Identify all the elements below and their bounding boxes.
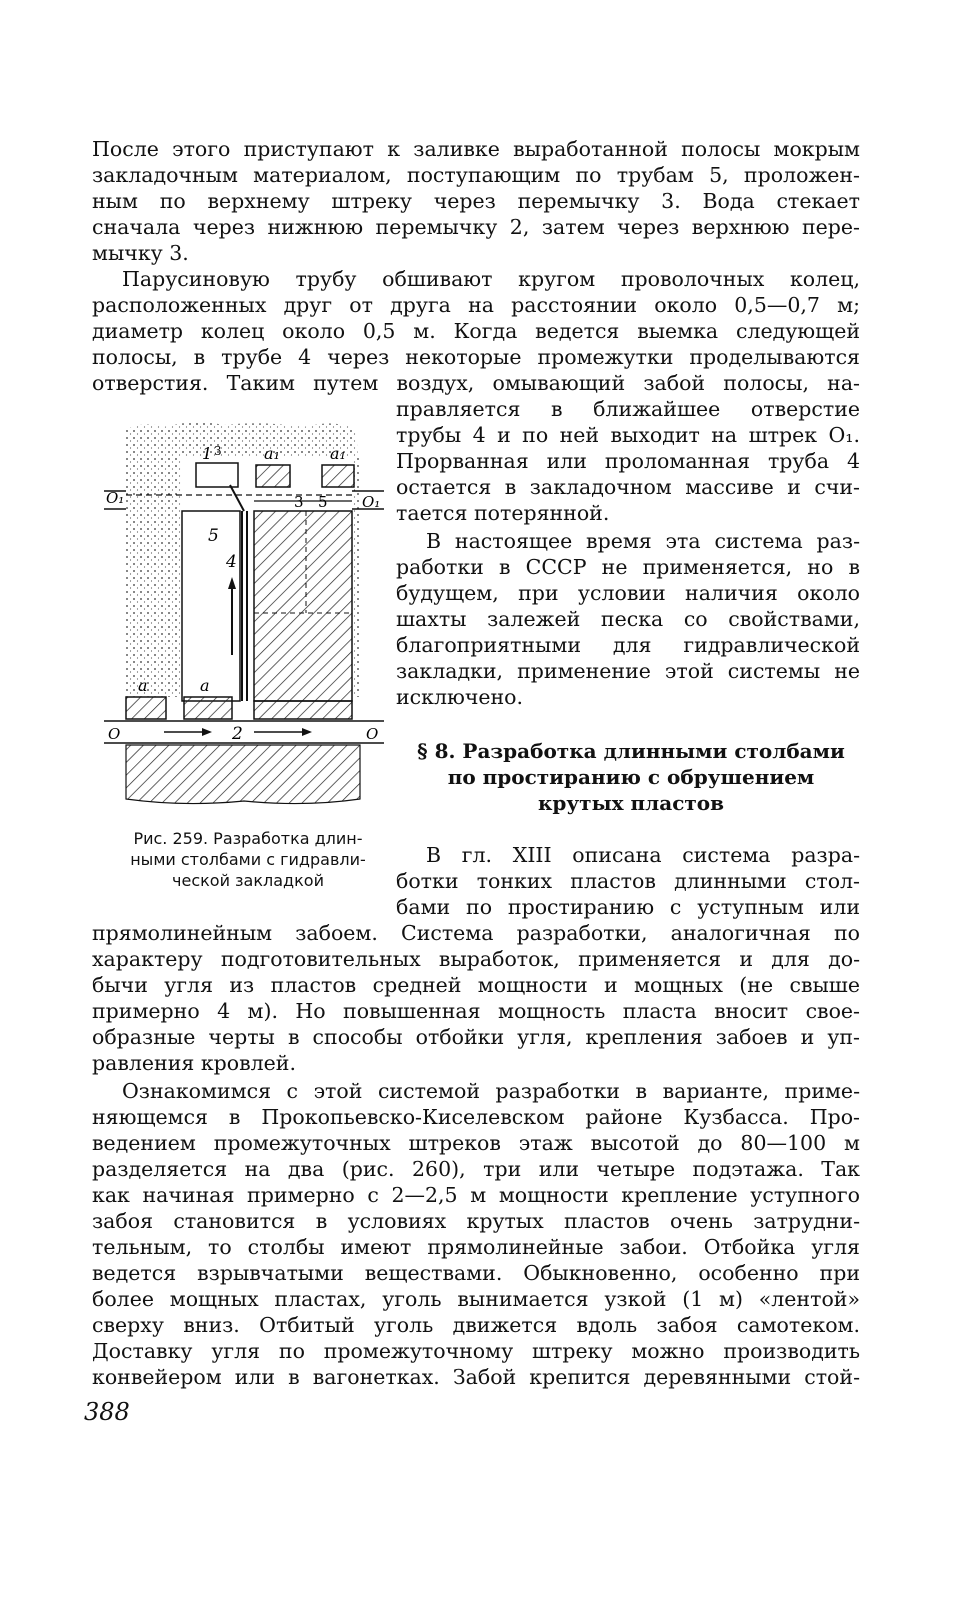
text-line: трубы 4 и по ней выходит на штрек O₁. [396,423,860,447]
text-line: ведением промежуточных штреков этаж высотой до 80—100 м [92,1131,860,1155]
text-line: закладки, применение этой системы не [396,659,860,683]
caption-line: ческой закладкой [172,871,324,890]
label-5-mid: 5 [318,493,328,511]
text-line: забоя становится в условиях крутых пластов очень затрудни- [92,1209,860,1233]
backfilled-area [254,511,352,701]
text-line: Ознакомимся с этой системой разработки в варианте, приме- [122,1079,860,1103]
label-a: a [138,676,148,695]
label-5: 5 [208,526,219,546]
text-line: будущем, при условии наличия около [396,581,860,605]
text-line: более мощных пластах, уголь вынимается узкой (1 м) «лентой» [92,1287,860,1311]
label-2: 2 [232,724,243,744]
text-line: полосы, в трубе 4 через некоторые промежутки проделываются [92,345,860,369]
text-line: ным по верхнему штреку через перемычку 3. Вода стекает [92,189,860,213]
text-line: тельным, то столбы имеют прямолинейные забои. Отбойка угля [92,1235,860,1259]
pillar-block [254,701,352,719]
figure-caption [98,828,398,891]
text-line: диаметр колец около 0,5 м. Когда ведется выемка следующей [92,319,860,343]
text-line: отверстия. Таким путем воздух, омывающий забой полосы, на- [92,371,860,395]
pillar-block [126,697,166,719]
text-line: исключено. [396,685,524,709]
mining-diagram-figure [104,415,384,807]
text-line: как начиная примерно с 2—2,5 м мощности крепление уступного [92,1183,860,1207]
text-line: остается в закладочном массиве и счи- [396,475,860,499]
text-line: равления кровлей. [92,1051,296,1075]
text-line: закладочным материалом, поступающим по трубам 5, проложен- [92,163,860,187]
text-line: Прорванная или проломанная труба 4 [396,449,860,473]
text-line: сначала через нижнюю перемычку 2, затем через верхнюю пере- [92,215,860,239]
rock-right [352,457,360,697]
text-line: сверху вниз. Отбитый уголь движется вдоль забоя самотеком. [92,1313,860,1337]
pillar-block [256,465,290,487]
section-heading [396,738,866,816]
label-o-right: O [366,725,379,743]
rock-top [126,422,358,457]
text-line: шахты залежей песка со свойствами, [396,607,860,631]
section-heading-line: по простиранию с обрушением [447,765,815,789]
text-line: образные черты в способы отбойки угля, крепления забоев и уп- [92,1025,860,1049]
label-3-mid: 3 [294,493,304,511]
label-o1-right: O₁ [362,493,381,511]
section-heading-line: § 8. Разработка длинными столбами [417,739,845,763]
section-heading-line: крутых пластов [537,791,725,815]
text-line: работки в СССР не применяется, но в [396,555,860,579]
text-line: няющемся в Прокопьевско-Киселевском районе Кузбасса. Про- [92,1105,860,1129]
caption-line: ными столбами с гидравли- [130,850,366,869]
text-line: конвейером или в вагонетках. Забой крепится деревянными стой- [92,1365,860,1389]
pillar-block [184,697,232,719]
text-line: бами по простиранию с уступным или [396,895,860,919]
label-a1: a₁ [264,444,280,463]
pillar-block [196,463,238,487]
text-line: ботки тонких пластов длинными стол- [396,869,860,893]
text-line: Парусиновую трубу обшивают кругом проволочных колец, [122,267,860,291]
label-o-left: O [108,725,121,743]
text-line: После этого приступают к заливке выработанной полосы мокрым [92,137,860,161]
rock-left [126,457,182,697]
label-a: a [200,676,210,695]
text-line: тается потерянной. [396,501,610,525]
label-o1-left: O₁ [106,489,125,507]
text-line: бычи угля из пластов средней мощности и мощных (не свыше [92,973,860,997]
label-4: 4 [226,552,237,572]
text-line: примерно 4 м). Но повышенная мощность пласта вносит свое- [92,999,860,1023]
text-line: мычку 3. [92,241,189,265]
text-line: разделяется на два (рис. 260), три или четыре подэтажа. Так [92,1157,860,1181]
label-1: 1 [202,444,213,463]
text-line: В гл. XIII описана система разра- [426,843,860,867]
text-line: ведется взрывчатыми веществами. Обыкновенно, особенно при [92,1261,860,1285]
label-a1: a₁ [330,444,346,463]
pillar-block [322,465,354,487]
text-line: В настоящее время эта система раз- [426,529,860,553]
text-line: прямолинейным забоем. Система разработки, аналогичная по [92,921,860,945]
text-line: расположенных друг от друга на расстоянии около 0,5—0,7 м; [92,293,860,317]
caption-line: Рис. 259. Разработка длин- [133,829,363,848]
label-3: 3 [214,444,222,458]
rock-bottom [126,745,360,804]
text-line: Доставку угля по промежуточному штреку можно производить [92,1339,860,1363]
text-line: благоприятными для гидравлической [396,633,860,657]
text-line: правляется в ближайшее отверстие [396,397,860,421]
text-line: характеру подготовительных выработок, применяется и для до- [92,947,860,971]
page-number: 388 [84,1398,130,1426]
